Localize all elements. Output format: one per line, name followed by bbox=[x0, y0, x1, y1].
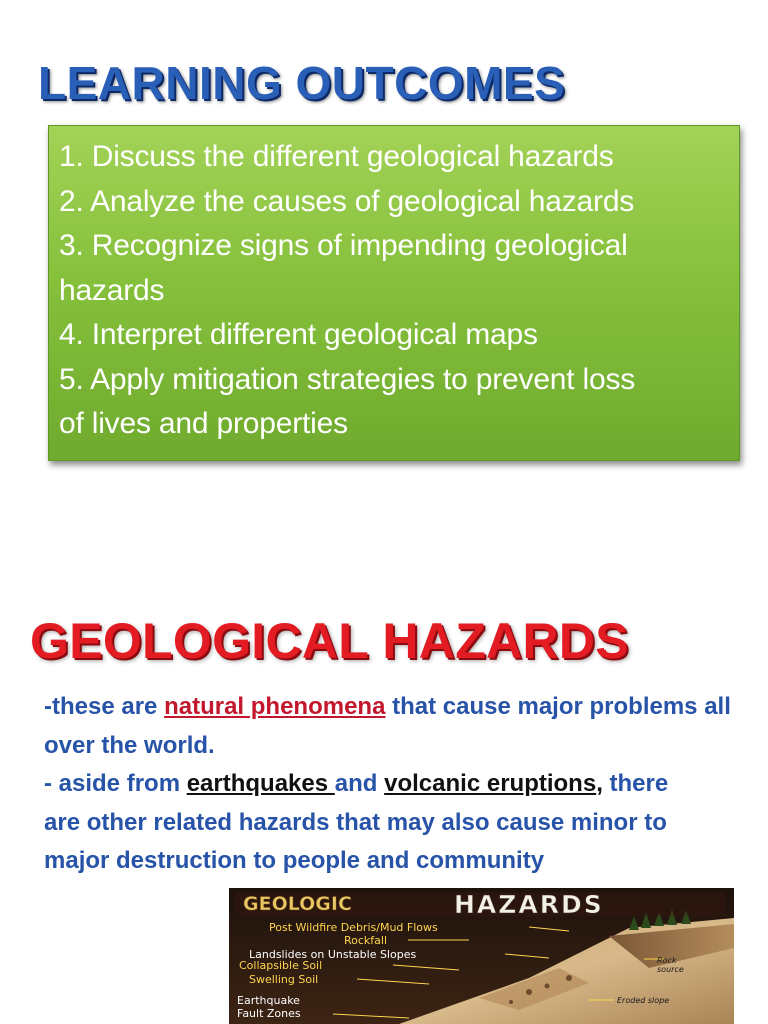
outcome-line: hazards bbox=[59, 273, 165, 307]
outcome-line: 1. Discuss the different geological hazards bbox=[59, 140, 614, 173]
paragraph-other-hazards bbox=[44, 765, 709, 881]
label-collapsible-soil: Collapsible Soil bbox=[239, 959, 323, 972]
label-fault-zones: Fault Zones bbox=[237, 1007, 301, 1020]
diagram-title-left: GEOLOGIC bbox=[243, 893, 352, 915]
comma-underlined: , bbox=[596, 770, 603, 797]
label-post-wildfire: Post Wildfire Debris/Mud Flows bbox=[269, 921, 438, 934]
natural-phenomena-link[interactable]: natural phenomena bbox=[164, 693, 386, 720]
label-source: source bbox=[657, 965, 684, 974]
outcome-line: 3. Recognize signs of impending geological bbox=[59, 229, 628, 262]
label-swelling-soil: Swelling Soil bbox=[249, 973, 319, 986]
label-landslides: Landslides on Unstable Slopes bbox=[249, 948, 417, 961]
text-run: that cause major problems all over the world. bbox=[44, 693, 731, 759]
text-run: and bbox=[334, 770, 385, 797]
label-earthquake: Earthquake bbox=[237, 994, 300, 1007]
text-run: there are other related hazards that may also cause minor to major destruction to people and community bbox=[44, 770, 669, 875]
earthquakes-link[interactable]: earthquakes bbox=[186, 770, 335, 797]
outcome-line: 4. Interpret different geological maps bbox=[59, 318, 538, 351]
label-rockfall: Rockfall bbox=[344, 934, 388, 947]
slide-title-geological-hazards: GEOLOGICAL HAZARDS bbox=[30, 613, 629, 669]
geologic-hazards-diagram bbox=[229, 888, 734, 1024]
label-eroded-slope: Eroded slope bbox=[617, 996, 670, 1005]
diagram-title-right: HAZARDS bbox=[454, 890, 604, 919]
text-run: - aside from bbox=[44, 770, 187, 797]
label-rock: Rock bbox=[657, 956, 677, 965]
slide-title-learning-outcomes: LEARNING OUTCOMES bbox=[38, 57, 566, 109]
outcome-line: of lives and properties bbox=[59, 407, 348, 440]
paragraph-natural-phenomena bbox=[44, 688, 744, 765]
learning-outcomes-box bbox=[48, 125, 740, 461]
text-run: -these are bbox=[44, 693, 165, 720]
volcanic-eruptions-link[interactable]: volcanic eruptions bbox=[384, 770, 597, 797]
geologic-hazards-illustration bbox=[229, 888, 734, 1024]
outcome-line: 2. Analyze the causes of geological hazards bbox=[59, 184, 635, 218]
outcome-line: 5. Apply mitigation strategies to prevent loss bbox=[59, 362, 636, 396]
